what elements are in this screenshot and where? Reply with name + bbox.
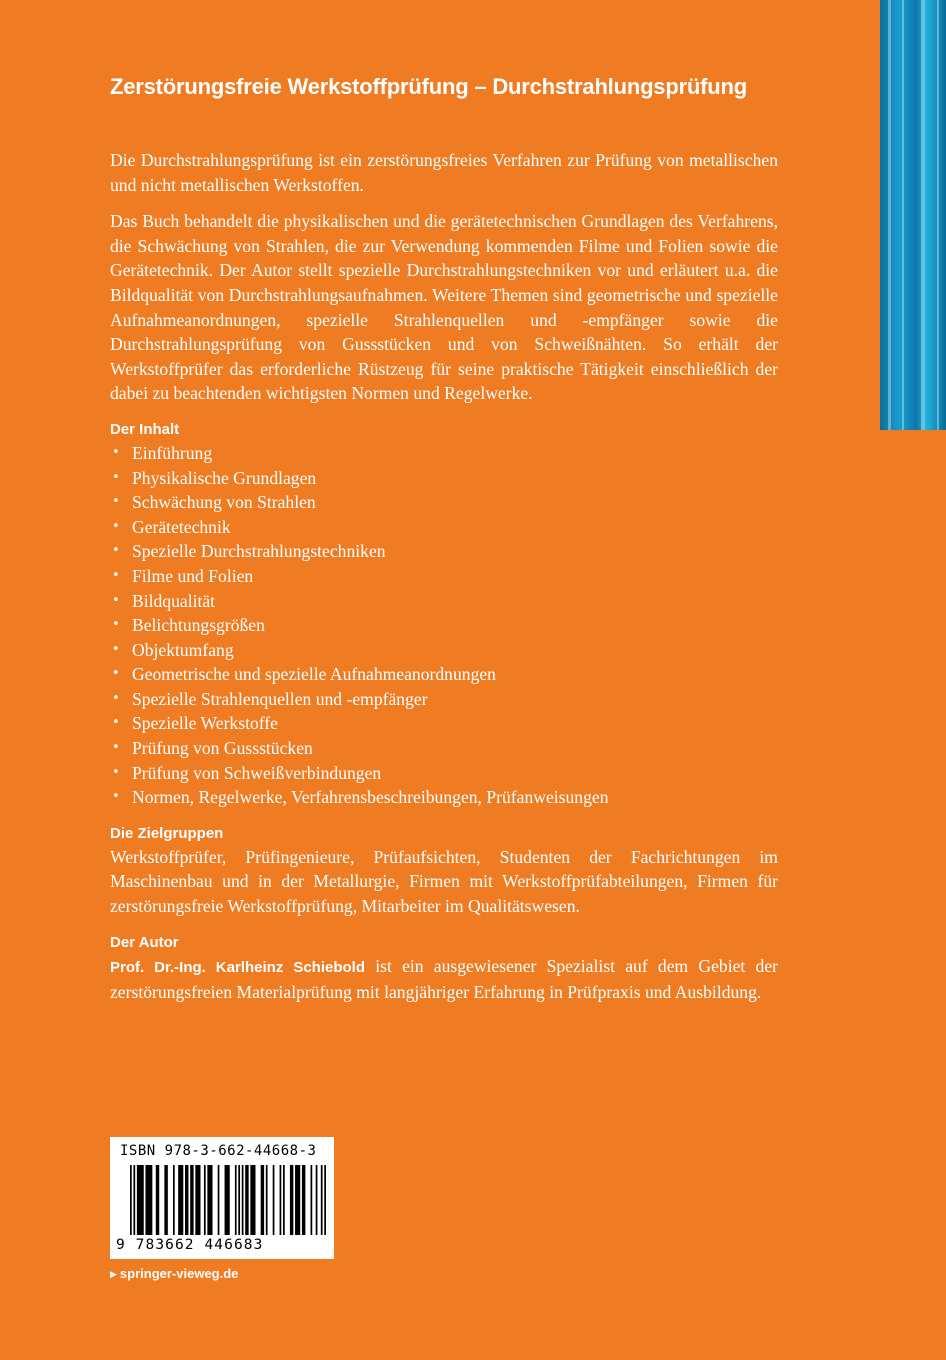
bullet-icon: • [112, 740, 120, 756]
barcode-bar [133, 1165, 135, 1235]
barcode-bar [207, 1165, 212, 1235]
contents-list [110, 441, 778, 810]
barcode-bar [195, 1165, 200, 1235]
bullet-icon: • [112, 567, 120, 583]
audience-text: Werkstoffprüfer, Prüfingenieure, Prüfaufsichten, Studenten der Fachrichtungen im Maschinenbau und in der Metallurgie, Firmen mit Werkstoffprüfabteilungen, Firmen für zerstörungsfreie Werkstoffprüfung, Mitarbeiter im Qualitätswesen. [110, 846, 778, 917]
isbn-number: ISBN 978-3-662-44668-3 [120, 1143, 317, 1159]
barcode-bar [225, 1165, 230, 1235]
contents-item [110, 589, 778, 614]
contents-item-label: Spezielle Werkstoffe [132, 713, 278, 734]
barcode-bar [280, 1165, 282, 1235]
bullet-icon: • [112, 494, 120, 510]
bullet-icon: • [112, 789, 120, 805]
isbn-barcode [110, 1137, 334, 1259]
contents-item [110, 466, 778, 491]
barcode-bar [130, 1165, 132, 1235]
bullet-icon: • [112, 617, 120, 633]
contents-item-label: Physikalische Grundlagen [132, 467, 317, 488]
contents-item-label: Prüfung von Gussstücken [132, 738, 313, 759]
barcode-bar [218, 1165, 220, 1235]
barcode-bar [283, 1165, 285, 1235]
contents-item [110, 761, 778, 786]
bullet-icon: • [112, 543, 120, 559]
ean-digits: 9 783662 446683 [116, 1237, 264, 1253]
barcode-bar [290, 1165, 293, 1235]
barcode-bar [242, 1165, 244, 1235]
author-paragraph [110, 954, 778, 1005]
barcode-bar [302, 1165, 305, 1235]
contents-item-label: Spezielle Strahlenquellen und -empfänger [132, 688, 428, 709]
bullet-icon: • [112, 641, 120, 657]
book-title: Zerstörungsfreie Werkstoffprüfung – Durchstrahlungsprüfung [110, 74, 748, 99]
contents-item-label: Prüfung von Schweißverbindungen [132, 762, 382, 783]
bullet-icon: • [112, 592, 120, 608]
contents-item [110, 515, 778, 540]
contents-item-label: Normen, Regelwerke, Verfahrensbeschreibungen, Prüfanweisungen [132, 787, 609, 808]
contents-item [110, 662, 778, 687]
contents-item-label: Geometrische und spezielle Aufnahmeanordnungen [132, 664, 496, 685]
barcode-bar [145, 1165, 152, 1235]
contents-item [110, 441, 778, 466]
bullet-icon: • [112, 444, 120, 460]
contents-item-label: Filme und Folien [132, 565, 254, 586]
barcode-bar [185, 1165, 188, 1235]
contents-item-label: Gerätetechnik [132, 516, 231, 537]
contents-item [110, 785, 778, 810]
bullet-icon: • [112, 469, 120, 485]
barcode-bar [156, 1165, 159, 1235]
contents-item-label: Bildqualität [132, 590, 216, 611]
bullet-icon: • [112, 715, 120, 731]
barcode-bar [295, 1165, 300, 1235]
contents-item [110, 564, 778, 589]
barcode-bar [178, 1165, 183, 1235]
contents-item-label: Objektumfang [132, 639, 234, 660]
barcode-bar [238, 1165, 240, 1235]
barcode-bar [266, 1165, 268, 1235]
author-heading: Der Autor [110, 933, 179, 951]
barcode-bar [173, 1165, 175, 1235]
contents-item [110, 490, 778, 515]
intro-paragraph: Die Durchstrahlungsprüfung ist ein zerstörungsfreies Verfahren zur Prüfung von metallischen und nicht metallischen Werkstoffen. [110, 150, 778, 195]
decorative-blue-strip [880, 0, 946, 430]
contents-item [110, 687, 778, 712]
contents-item-label: Belichtungsgrößen [132, 615, 265, 636]
audience-heading: Die Zielgruppen [110, 824, 224, 842]
publisher-website[interactable] [110, 1266, 238, 1281]
website-label: springer-vieweg.de [119, 1266, 239, 1281]
bullet-icon: • [112, 764, 120, 780]
contents-item [110, 539, 778, 564]
barcode-bar [245, 1165, 248, 1235]
blurb [110, 148, 778, 1017]
contents-item-label: Spezielle Durchstrahlungstechniken [132, 541, 386, 562]
barcode-bar [324, 1165, 326, 1235]
contents-item [110, 638, 778, 663]
contents-item [110, 613, 778, 638]
barcode-bar [311, 1165, 313, 1235]
contents-item [110, 711, 778, 736]
bullet-icon: • [112, 518, 120, 534]
barcode-bar [190, 1165, 193, 1235]
author-name: Prof. Dr.-Ing. Karlheinz Schiebold [110, 958, 365, 976]
contents-item [110, 736, 778, 761]
barcode-bar [321, 1165, 323, 1235]
description-paragraph: Das Buch behandelt die physikalischen und die gerätetechnischen Grundlagen des Verfahrens, die Schwächung von Strahlen, die zur Verwendung kommenden Filme und Folien sowie die Gerätetechnik. Der Autor stellt spezielle Durchstrahlungstechniken vor und erläutert u.a. die Bildqualität von Durchstrahlungsaufnahmen. Weitere Themen sind geometrische und spezielle Aufnahmeanordnungen, spezielle Strahlenquellen und -empfänger sowie die Durchstrahlungsprüfung von Gussstücken und von Schweißnähten. So erhält der Werkstoffprüfer das erforderliche Rüstzeug für seine praktische Tätigkeit einschließlich der dabei zu beachtenden wichtigsten Normen und Regelwerke. [110, 211, 778, 404]
arrow-right-icon: ▶ [110, 1269, 117, 1279]
barcode-bar [261, 1165, 264, 1235]
barcode-bar [235, 1165, 237, 1235]
contents-item-label: Schwächung von Strahlen [132, 492, 316, 513]
contents-heading: Der Inhalt [110, 420, 180, 438]
barcode-bar [204, 1165, 206, 1235]
contents-item-label: Einführung [132, 442, 213, 463]
barcode-bar [316, 1165, 318, 1235]
barcode-bar [273, 1165, 275, 1235]
barcode-bar [250, 1165, 255, 1235]
barcode-bar [137, 1165, 144, 1235]
author-bio: ist ein ausgewiesener Spezialist auf dem Gebiet der zerstörungsfreien Materialprüfung mit langjähriger Erfahrung in Prüfpraxis und Ausbildung. [110, 955, 778, 1003]
barcode-bar [164, 1165, 167, 1235]
barcode-bars [130, 1165, 326, 1235]
bullet-icon: • [112, 666, 120, 682]
bullet-icon: • [112, 690, 120, 706]
